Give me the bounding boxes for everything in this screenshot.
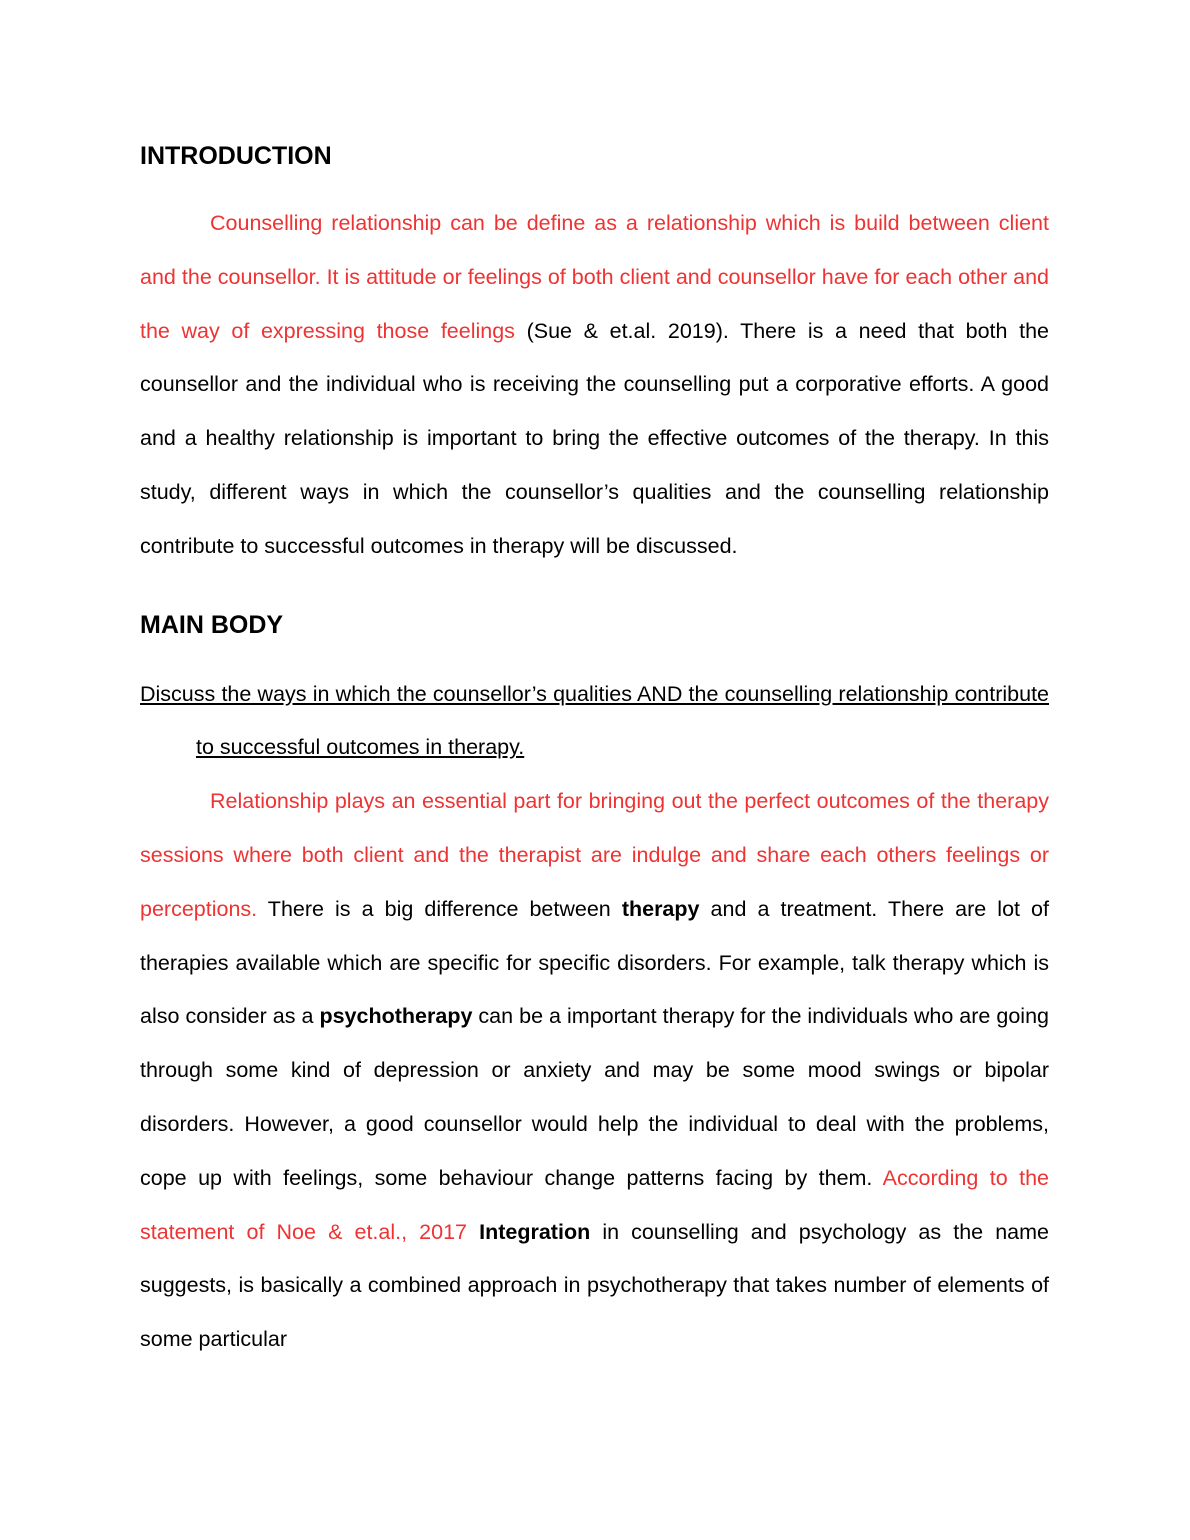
- document-content: [140, 137, 1049, 1367]
- bold-term-integration: Integration: [479, 1219, 591, 1244]
- discussion-question: Discuss the ways in which the counsellor’s qualities AND the counselling relationship contribute to successful outcomes in therapy.: [140, 681, 1049, 760]
- main-body-text-2: and a treatment. There are lot of therapies available which are specific for specific disorders. For example, talk therapy which is also consider as a: [140, 896, 1049, 1029]
- main-body-heading: MAIN BODY: [140, 610, 284, 639]
- introduction-paragraph: [140, 197, 1049, 574]
- main-body-text-4: in counselling and psychology as the name suggests, is basically a combined approach in psychotherapy that takes number of elements of some particular: [140, 1219, 1050, 1352]
- main-body-text-3: can be a important therapy for the individuals who are going through some kind of depression or anxiety and may be some mood swings or bipolar disorders. However, a good counsellor would help the individual to deal with the problems, cope up with feelings, some behaviour change patterns facing by them.: [140, 1004, 1050, 1190]
- introduction-highlighted-text: Counselling relationship can be define as a relationship which is build between client and the counsellor. It is attitude or feelings of both client and counsellor have for each other and the way of expressing those feelings: [140, 211, 1049, 343]
- main-body-paragraph: [140, 775, 1049, 1367]
- main-highlighted-text-1: Relationship plays an essential part for bringing out the perfect outcomes of the therapy sessions where both client and the therapist are indulge and share each others feelings or perceptions.: [140, 789, 1049, 921]
- main-highlighted-text-2: According to the statement of Noe & et.al., 2017: [140, 1165, 1049, 1244]
- bold-term-psychotherapy: psychotherapy: [319, 1004, 473, 1029]
- introduction-heading: INTRODUCTION: [140, 142, 332, 170]
- bold-term-therapy: therapy: [621, 896, 700, 921]
- main-body-text-1: There is a big difference between: [257, 896, 622, 921]
- introduction-body-text: (Sue & et.al. 2019). There is a need that both the counsellor and the individual who is receiving the counselling put a corporative efforts. A good and a healthy relationship is important to bring the effective outcomes of the therapy. In this study, different ways in which the counsellor’s qualities and the counselling relationship contribute to successful outcomes in therapy will be discussed.: [140, 318, 1049, 558]
